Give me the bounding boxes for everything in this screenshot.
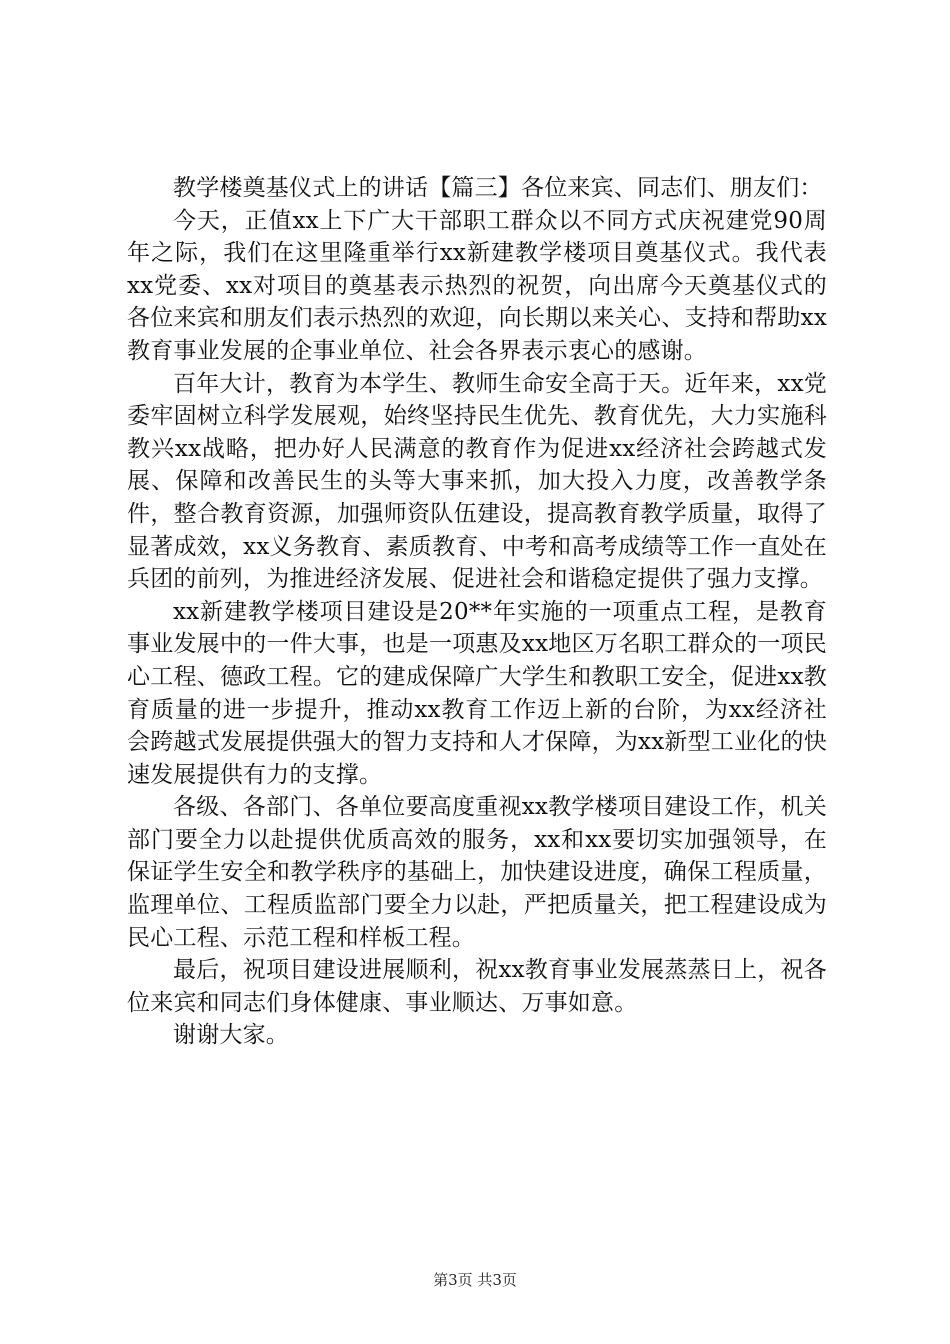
paragraph-title: 教学楼奠基仪式上的讲话【篇三】各位来宾、同志们、朋友们： [173, 175, 823, 201]
paragraph-wishes: 最后，祝项目建设进展顺利，祝xx教育事业发展蒸蒸日上，祝各位来宾和同志们身体健康、事业顺达、万事如意。 [127, 957, 827, 1016]
paragraph-requirements: 各级、各部门、各单位要高度重视xx教学楼项目建设工作，机关部门要全力以赴提供优质高效的服务，xx和xx要切实加强领导，在保证学生安全和教学秩序的基础上，加快建设进度，确保工程质量，监理单位、工程质监部门要全力以赴，严把质量关，把工程建设成为民心工程、示范工程和样板工程。 [127, 794, 827, 951]
paragraph-opening: 今天，正值xx上下广大干部职工群众以不同方式庆祝建党90周年之际，我们在这里隆重举行xx新建教学楼项目奠基仪式。我代表xx党委、xx对项目的奠基表示热烈的祝贺，向出席今天奠基仪式的各位来宾和朋友们表示热烈的欢迎，向长期以来关心、支持和帮助xx教育事业发展的企事业单位、社会各界表示衷心的感谢。 [127, 207, 827, 364]
page-number-footer: 第3页 共3页 [433, 1271, 517, 1289]
paragraph-education-priority: 百年大计，教育为本学生、教师生命安全高于天。近年来，xx党委牢固树立科学发展观，始终坚持民生优先、教育优先，大力实施科教兴xx战略，把办好人民满意的教育作为促进xx经济社会跨越式发展、保障和改善民生的头等大事来抓，加大投入力度，改善教学条件，整合教育资源，加强师资队伍建设，提高教育教学质量，取得了显著成效，xx义务教育、素质教育、中考和高考成绩等工作一直处在兵团的前列，为推进经济发展、促进社会和谐稳定提供了强力支撑。 [127, 370, 827, 593]
paragraph-project-significance: xx新建教学楼项目建设是20**年实施的一项重点工程，是教育事业发展中的一件大事，也是一项惠及xx地区万名职工群众的一项民心工程、德政工程。它的建成保障广大学生和教职工安全，促进xx教育质量的进一步提升，推动xx教育工作迈上新的台阶，为xx经济社会跨越式发展提供强大的智力支持和人才保障，为xx新型工业化的快速发展提供有力的支撑。 [127, 598, 827, 788]
document-body [127, 172, 827, 1052]
paragraph-thanks: 谢谢大家。 [173, 1022, 289, 1049]
